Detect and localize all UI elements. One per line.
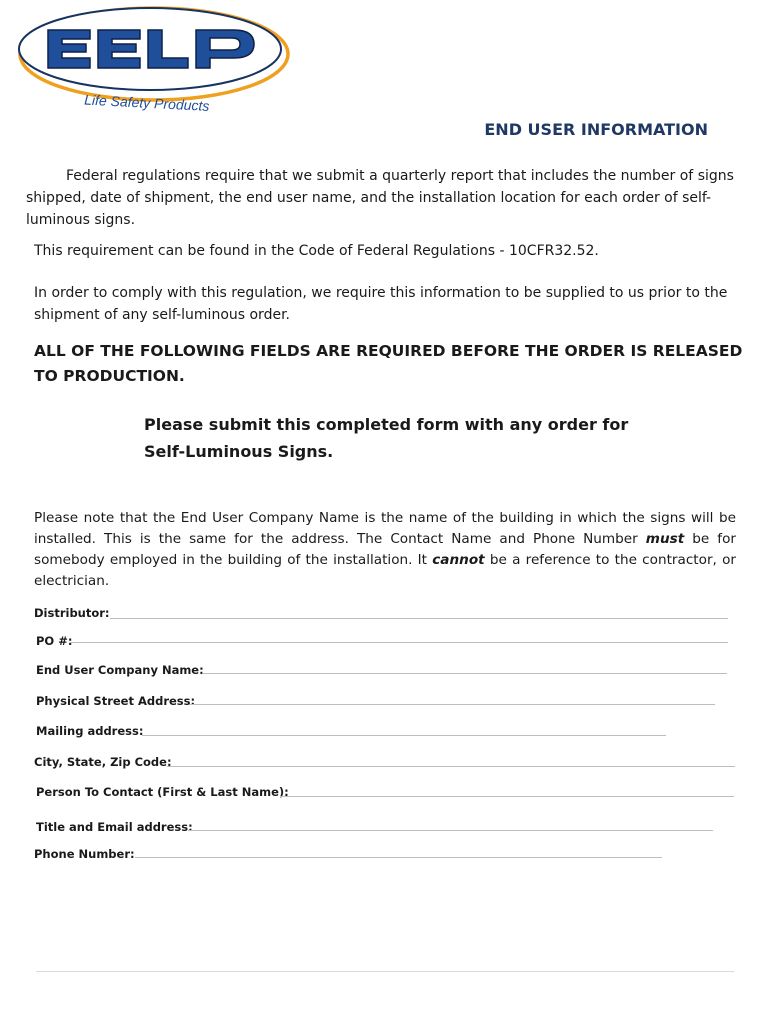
note-text-2: be for somebody employed in the building of the installation. It [34, 531, 736, 568]
street-address-label: Physical Street Address: [36, 694, 196, 708]
note-text-1: Please note that the End User Company Name is the name of the building in which the signs will be installed. This is the same for the address. The Contact Name and Phone Number [34, 510, 736, 547]
distributor-label: Distributor: [34, 606, 110, 620]
title-email-field[interactable] [188, 830, 713, 831]
compliance-text: In order to comply with this regulation, we require this information to be supplied to us prior to the shipment of any self-luminous order. [34, 285, 728, 323]
mailing-address-label: Mailing address: [36, 724, 144, 738]
po-number-field[interactable] [70, 642, 728, 643]
eelp-logo [12, 6, 296, 116]
city-state-zip-label: City, State, Zip Code: [34, 755, 172, 769]
mailing-address-field[interactable] [142, 735, 666, 736]
note-text-3: be a reference to the contractor, or electrician. [34, 552, 736, 589]
submit-form-notice: Please submit this completed form with any order for Self-Luminous Signs. [144, 415, 629, 461]
required-fields-notice: ALL OF THE FOLLOWING FIELDS ARE REQUIRED BEFORE THE ORDER IS RELEASED TO PRODUCTION. [34, 342, 743, 385]
cfr-requirement-text: This requirement can be found in the Code of Federal Regulations - 10CFR32.52. [34, 243, 599, 259]
po-number-label: PO #: [36, 634, 73, 648]
footer-divider [36, 971, 734, 972]
logo-tagline: Life Safety Products [83, 91, 210, 114]
note-emphasis-cannot: cannot [432, 552, 485, 568]
phone-number-label: Phone Number: [34, 847, 135, 861]
note-emphasis-must: must [645, 531, 685, 547]
intro-paragraph: Federal regulations require that we submit a quarterly report that includes the number of signs shipped, date of shipment, the end user name, and the installation location for each order of self-luminous signs. [26, 168, 734, 228]
street-address-field[interactable] [189, 704, 715, 705]
city-state-zip-field[interactable] [167, 766, 735, 767]
contact-person-field[interactable] [280, 796, 734, 797]
page-heading: END USER INFORMATION [484, 120, 708, 139]
end-user-company-label: End User Company Name: [36, 663, 204, 677]
phone-number-field[interactable] [135, 857, 662, 858]
distributor-field[interactable] [110, 618, 728, 619]
contact-person-label: Person To Contact (First & Last Name): [36, 785, 289, 799]
title-email-label: Title and Email address: [36, 820, 193, 834]
end-user-company-field[interactable] [202, 673, 727, 674]
end-user-note [34, 508, 736, 592]
